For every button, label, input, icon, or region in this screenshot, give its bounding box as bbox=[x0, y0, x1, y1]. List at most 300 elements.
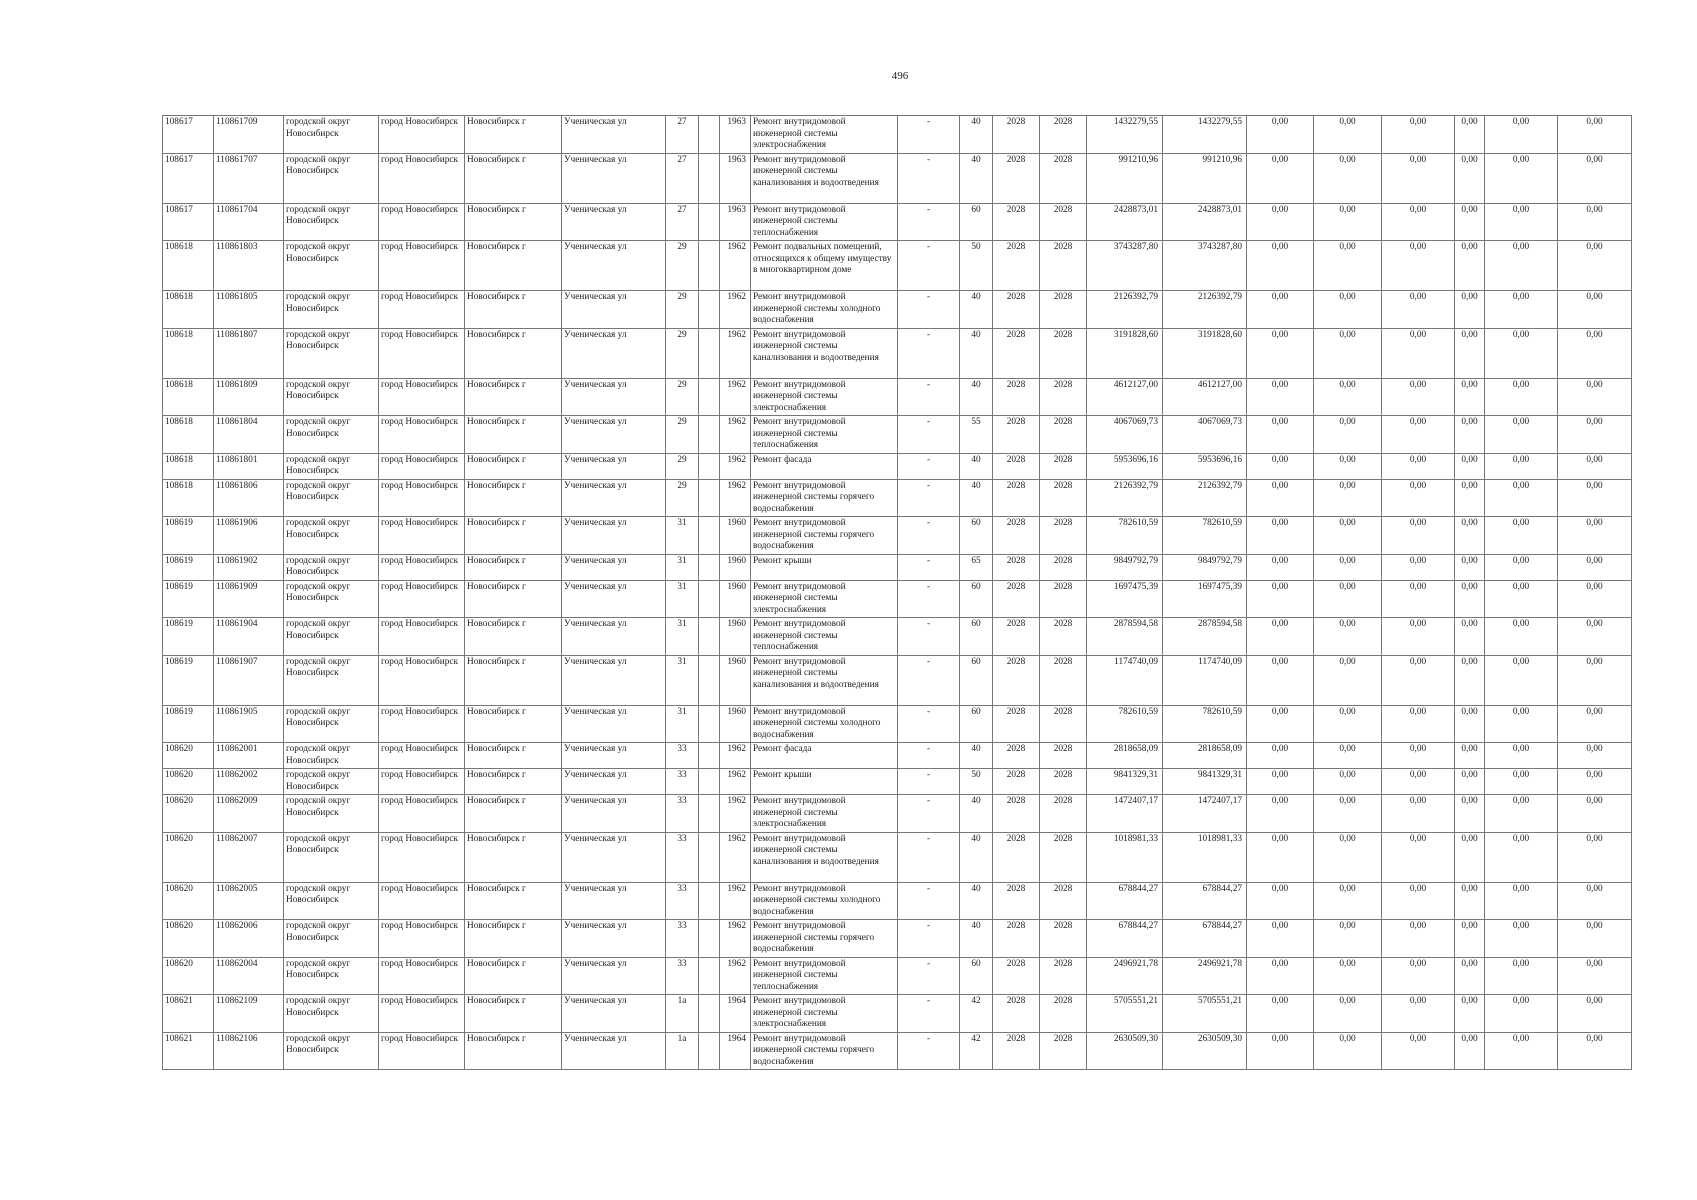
total-cost-cell: 1018981,33 bbox=[1087, 832, 1163, 882]
total-cost-cell: 4612127,00 bbox=[1087, 378, 1163, 416]
service-life-cell: 50 bbox=[960, 769, 993, 795]
fund-cost-cell: 3743287,80 bbox=[1163, 241, 1247, 291]
cost-col-6-cell: 0,00 bbox=[1558, 153, 1632, 203]
cost-col-4-cell: 0,00 bbox=[1455, 416, 1485, 454]
settlement-cell: Новосибирск г bbox=[465, 743, 562, 769]
settlement-cell: Новосибирск г bbox=[465, 655, 562, 705]
municipal-district-cell: городской округ Новосибирск bbox=[284, 957, 379, 995]
street-cell: Ученическая ул bbox=[562, 769, 666, 795]
total-cost-cell: 3743287,80 bbox=[1087, 241, 1163, 291]
service-life-cell: 40 bbox=[960, 328, 993, 378]
fund-cost-cell: 9841329,31 bbox=[1163, 769, 1247, 795]
cost-col-4-cell: 0,00 bbox=[1455, 705, 1485, 743]
dash-mark-cell: - bbox=[898, 957, 960, 995]
total-cost-cell: 2818658,09 bbox=[1087, 743, 1163, 769]
municipal-district-cell: городской округ Новосибирск bbox=[284, 203, 379, 241]
street-cell: Ученическая ул bbox=[562, 291, 666, 329]
object-code-cell: 110861707 bbox=[214, 153, 284, 203]
street-cell: Ученическая ул bbox=[562, 795, 666, 833]
plan-year-start-cell: 2028 bbox=[993, 795, 1040, 833]
work-type-cell: Ремонт внутридомовой инженерной системы канализования и водоотведения bbox=[751, 328, 898, 378]
cost-col-5-cell: 0,00 bbox=[1485, 743, 1558, 769]
object-code-cell: 110861907 bbox=[214, 655, 284, 705]
row-id-cell: 108619 bbox=[163, 618, 214, 656]
plan-year-end-cell: 2028 bbox=[1040, 655, 1087, 705]
fund-cost-cell: 2126392,79 bbox=[1163, 479, 1247, 517]
table-row bbox=[163, 453, 1632, 479]
cost-col-3-cell: 0,00 bbox=[1382, 920, 1455, 958]
build-year-cell: 1960 bbox=[720, 554, 751, 580]
work-type-cell: Ремонт внутридомовой инженерной системы холодного водоснабжения bbox=[751, 705, 898, 743]
cost-col-1-cell: 0,00 bbox=[1247, 453, 1314, 479]
cost-col-5-cell: 0,00 bbox=[1485, 795, 1558, 833]
cost-col-6-cell: 0,00 bbox=[1558, 655, 1632, 705]
settlement-cell: Новосибирск г bbox=[465, 203, 562, 241]
cost-col-4-cell: 0,00 bbox=[1455, 517, 1485, 555]
house-number-cell: 29 bbox=[666, 416, 699, 454]
cost-col-6-cell: 0,00 bbox=[1558, 743, 1632, 769]
row-id-cell: 108618 bbox=[163, 453, 214, 479]
settlement-cell: Новосибирск г bbox=[465, 795, 562, 833]
plan-year-start-cell: 2028 bbox=[993, 453, 1040, 479]
cost-col-2-cell: 0,00 bbox=[1314, 416, 1382, 454]
service-life-cell: 40 bbox=[960, 291, 993, 329]
house-number-cell: 33 bbox=[666, 920, 699, 958]
row-id-cell: 108618 bbox=[163, 416, 214, 454]
municipal-district-cell: городской округ Новосибирск bbox=[284, 479, 379, 517]
total-cost-cell: 5953696,16 bbox=[1087, 453, 1163, 479]
municipal-district-cell: городской округ Новосибирск bbox=[284, 1032, 379, 1070]
total-cost-cell: 9849792,79 bbox=[1087, 554, 1163, 580]
plan-year-end-cell: 2028 bbox=[1040, 1032, 1087, 1070]
building-letter-cell bbox=[699, 832, 720, 882]
city-type-cell: город Новосибирск bbox=[379, 995, 465, 1033]
building-letter-cell bbox=[699, 554, 720, 580]
municipal-district-cell: городской округ Новосибирск bbox=[284, 241, 379, 291]
row-id-cell: 108617 bbox=[163, 153, 214, 203]
service-life-cell: 60 bbox=[960, 655, 993, 705]
plan-year-start-cell: 2028 bbox=[993, 832, 1040, 882]
city-type-cell: город Новосибирск bbox=[379, 580, 465, 618]
settlement-cell: Новосибирск г bbox=[465, 705, 562, 743]
cost-col-6-cell: 0,00 bbox=[1558, 618, 1632, 656]
work-type-cell: Ремонт фасада bbox=[751, 453, 898, 479]
work-type-cell: Ремонт внутридомовой инженерной системы холодного водоснабжения bbox=[751, 882, 898, 920]
row-id-cell: 108619 bbox=[163, 580, 214, 618]
object-code-cell: 110862002 bbox=[214, 769, 284, 795]
plan-year-end-cell: 2028 bbox=[1040, 291, 1087, 329]
plan-year-end-cell: 2028 bbox=[1040, 769, 1087, 795]
cost-col-4-cell: 0,00 bbox=[1455, 882, 1485, 920]
plan-year-start-cell: 2028 bbox=[993, 291, 1040, 329]
table-row bbox=[163, 705, 1632, 743]
cost-col-4-cell: 0,00 bbox=[1455, 769, 1485, 795]
plan-year-start-cell: 2028 bbox=[993, 116, 1040, 154]
city-type-cell: город Новосибирск bbox=[379, 479, 465, 517]
table-row bbox=[163, 1032, 1632, 1070]
service-life-cell: 40 bbox=[960, 743, 993, 769]
municipal-district-cell: городской округ Новосибирск bbox=[284, 453, 379, 479]
house-number-cell: 31 bbox=[666, 655, 699, 705]
cost-col-1-cell: 0,00 bbox=[1247, 116, 1314, 154]
dash-mark-cell: - bbox=[898, 554, 960, 580]
service-life-cell: 65 bbox=[960, 554, 993, 580]
settlement-cell: Новосибирск г bbox=[465, 328, 562, 378]
city-type-cell: город Новосибирск bbox=[379, 655, 465, 705]
city-type-cell: город Новосибирск bbox=[379, 882, 465, 920]
dash-mark-cell: - bbox=[898, 153, 960, 203]
city-type-cell: город Новосибирск bbox=[379, 116, 465, 154]
service-life-cell: 40 bbox=[960, 882, 993, 920]
row-id-cell: 108618 bbox=[163, 241, 214, 291]
dash-mark-cell: - bbox=[898, 416, 960, 454]
fund-cost-cell: 2496921,78 bbox=[1163, 957, 1247, 995]
municipal-district-cell: городской округ Новосибирск bbox=[284, 795, 379, 833]
municipal-district-cell: городской округ Новосибирск bbox=[284, 328, 379, 378]
street-cell: Ученическая ул bbox=[562, 416, 666, 454]
municipal-district-cell: городской округ Новосибирск bbox=[284, 832, 379, 882]
cost-col-3-cell: 0,00 bbox=[1382, 995, 1455, 1033]
plan-year-start-cell: 2028 bbox=[993, 479, 1040, 517]
page-number: 496 bbox=[891, 70, 909, 82]
cost-col-5-cell: 0,00 bbox=[1485, 882, 1558, 920]
building-letter-cell bbox=[699, 580, 720, 618]
table-row bbox=[163, 554, 1632, 580]
cost-col-1-cell: 0,00 bbox=[1247, 479, 1314, 517]
building-letter-cell bbox=[699, 203, 720, 241]
build-year-cell: 1962 bbox=[720, 378, 751, 416]
building-letter-cell bbox=[699, 453, 720, 479]
street-cell: Ученическая ул bbox=[562, 517, 666, 555]
cost-col-5-cell: 0,00 bbox=[1485, 995, 1558, 1033]
table-row bbox=[163, 882, 1632, 920]
street-cell: Ученическая ул bbox=[562, 116, 666, 154]
table-row bbox=[163, 116, 1632, 154]
total-cost-cell: 3191828,60 bbox=[1087, 328, 1163, 378]
settlement-cell: Новосибирск г bbox=[465, 517, 562, 555]
object-code-cell: 110862005 bbox=[214, 882, 284, 920]
cost-col-4-cell: 0,00 bbox=[1455, 291, 1485, 329]
cost-col-6-cell: 0,00 bbox=[1558, 378, 1632, 416]
street-cell: Ученическая ул bbox=[562, 554, 666, 580]
work-type-cell: Ремонт внутридомовой инженерной системы канализования и водоотведения bbox=[751, 153, 898, 203]
cost-col-6-cell: 0,00 bbox=[1558, 517, 1632, 555]
building-letter-cell bbox=[699, 291, 720, 329]
cost-col-3-cell: 0,00 bbox=[1382, 328, 1455, 378]
plan-year-start-cell: 2028 bbox=[993, 517, 1040, 555]
object-code-cell: 110861804 bbox=[214, 416, 284, 454]
work-type-cell: Ремонт фасада bbox=[751, 743, 898, 769]
table-row bbox=[163, 416, 1632, 454]
house-number-cell: 1а bbox=[666, 995, 699, 1033]
cost-col-5-cell: 0,00 bbox=[1485, 832, 1558, 882]
cost-col-5-cell: 0,00 bbox=[1485, 1032, 1558, 1070]
cost-col-1-cell: 0,00 bbox=[1247, 705, 1314, 743]
cost-col-6-cell: 0,00 bbox=[1558, 116, 1632, 154]
work-type-cell: Ремонт внутридомовой инженерной системы теплоснабжения bbox=[751, 203, 898, 241]
row-id-cell: 108619 bbox=[163, 655, 214, 705]
row-id-cell: 108618 bbox=[163, 328, 214, 378]
cost-col-4-cell: 0,00 bbox=[1455, 743, 1485, 769]
cost-col-2-cell: 0,00 bbox=[1314, 1032, 1382, 1070]
cost-col-6-cell: 0,00 bbox=[1558, 995, 1632, 1033]
street-cell: Ученическая ул bbox=[562, 995, 666, 1033]
house-number-cell: 31 bbox=[666, 517, 699, 555]
service-life-cell: 50 bbox=[960, 241, 993, 291]
city-type-cell: город Новосибирск bbox=[379, 241, 465, 291]
settlement-cell: Новосибирск г bbox=[465, 241, 562, 291]
plan-year-start-cell: 2028 bbox=[993, 241, 1040, 291]
building-letter-cell bbox=[699, 655, 720, 705]
cost-col-3-cell: 0,00 bbox=[1382, 517, 1455, 555]
house-number-cell: 29 bbox=[666, 378, 699, 416]
build-year-cell: 1960 bbox=[720, 517, 751, 555]
total-cost-cell: 9841329,31 bbox=[1087, 769, 1163, 795]
work-type-cell: Ремонт внутридомовой инженерной системы канализования и водоотведения bbox=[751, 832, 898, 882]
fund-cost-cell: 2126392,79 bbox=[1163, 291, 1247, 329]
building-letter-cell bbox=[699, 705, 720, 743]
fund-cost-cell: 2630509,30 bbox=[1163, 1032, 1247, 1070]
plan-year-end-cell: 2028 bbox=[1040, 328, 1087, 378]
cost-col-1-cell: 0,00 bbox=[1247, 291, 1314, 329]
table-row bbox=[163, 291, 1632, 329]
building-letter-cell bbox=[699, 995, 720, 1033]
object-code-cell: 110861805 bbox=[214, 291, 284, 329]
settlement-cell: Новосибирск г bbox=[465, 769, 562, 795]
object-code-cell: 110861809 bbox=[214, 378, 284, 416]
cost-col-3-cell: 0,00 bbox=[1382, 116, 1455, 154]
fund-cost-cell: 5705551,21 bbox=[1163, 995, 1247, 1033]
work-type-cell: Ремонт внутридомовой инженерной системы горячего водоснабжения bbox=[751, 1032, 898, 1070]
service-life-cell: 60 bbox=[960, 705, 993, 743]
work-type-cell: Ремонт внутридомовой инженерной системы холодного водоснабжения bbox=[751, 291, 898, 329]
cost-col-6-cell: 0,00 bbox=[1558, 453, 1632, 479]
street-cell: Ученическая ул bbox=[562, 882, 666, 920]
plan-year-start-cell: 2028 bbox=[993, 655, 1040, 705]
fund-cost-cell: 1174740,09 bbox=[1163, 655, 1247, 705]
house-number-cell: 29 bbox=[666, 479, 699, 517]
row-id-cell: 108620 bbox=[163, 795, 214, 833]
object-code-cell: 110862004 bbox=[214, 957, 284, 995]
row-id-cell: 108621 bbox=[163, 1032, 214, 1070]
service-life-cell: 60 bbox=[960, 618, 993, 656]
settlement-cell: Новосибирск г bbox=[465, 416, 562, 454]
house-number-cell: 33 bbox=[666, 795, 699, 833]
cost-col-5-cell: 0,00 bbox=[1485, 241, 1558, 291]
object-code-cell: 110861909 bbox=[214, 580, 284, 618]
object-code-cell: 110862009 bbox=[214, 795, 284, 833]
cost-col-1-cell: 0,00 bbox=[1247, 795, 1314, 833]
build-year-cell: 1963 bbox=[720, 153, 751, 203]
cost-col-4-cell: 0,00 bbox=[1455, 995, 1485, 1033]
service-life-cell: 42 bbox=[960, 1032, 993, 1070]
cost-col-1-cell: 0,00 bbox=[1247, 517, 1314, 555]
fund-cost-cell: 678844,27 bbox=[1163, 882, 1247, 920]
table-row bbox=[163, 995, 1632, 1033]
object-code-cell: 110861905 bbox=[214, 705, 284, 743]
service-life-cell: 55 bbox=[960, 416, 993, 454]
municipal-district-cell: городской округ Новосибирск bbox=[284, 743, 379, 769]
cost-col-6-cell: 0,00 bbox=[1558, 957, 1632, 995]
cost-col-2-cell: 0,00 bbox=[1314, 554, 1382, 580]
table-row bbox=[163, 153, 1632, 203]
build-year-cell: 1960 bbox=[720, 618, 751, 656]
city-type-cell: город Новосибирск bbox=[379, 416, 465, 454]
build-year-cell: 1962 bbox=[720, 743, 751, 769]
street-cell: Ученическая ул bbox=[562, 203, 666, 241]
street-cell: Ученическая ул bbox=[562, 479, 666, 517]
fund-cost-cell: 5953696,16 bbox=[1163, 453, 1247, 479]
plan-year-end-cell: 2028 bbox=[1040, 554, 1087, 580]
cost-col-5-cell: 0,00 bbox=[1485, 116, 1558, 154]
city-type-cell: город Новосибирск bbox=[379, 378, 465, 416]
cost-col-2-cell: 0,00 bbox=[1314, 743, 1382, 769]
row-id-cell: 108619 bbox=[163, 705, 214, 743]
dash-mark-cell: - bbox=[898, 795, 960, 833]
house-number-cell: 33 bbox=[666, 957, 699, 995]
cost-col-2-cell: 0,00 bbox=[1314, 153, 1382, 203]
settlement-cell: Новосибирск г bbox=[465, 116, 562, 154]
plan-year-end-cell: 2028 bbox=[1040, 580, 1087, 618]
build-year-cell: 1960 bbox=[720, 705, 751, 743]
plan-year-end-cell: 2028 bbox=[1040, 882, 1087, 920]
city-type-cell: город Новосибирск bbox=[379, 328, 465, 378]
row-id-cell: 108620 bbox=[163, 769, 214, 795]
settlement-cell: Новосибирск г bbox=[465, 453, 562, 479]
street-cell: Ученическая ул bbox=[562, 1032, 666, 1070]
dash-mark-cell: - bbox=[898, 241, 960, 291]
plan-year-start-cell: 2028 bbox=[993, 769, 1040, 795]
build-year-cell: 1962 bbox=[720, 957, 751, 995]
cost-col-3-cell: 0,00 bbox=[1382, 241, 1455, 291]
cost-col-1-cell: 0,00 bbox=[1247, 241, 1314, 291]
object-code-cell: 110861709 bbox=[214, 116, 284, 154]
service-life-cell: 40 bbox=[960, 378, 993, 416]
build-year-cell: 1964 bbox=[720, 1032, 751, 1070]
fund-cost-cell: 2818658,09 bbox=[1163, 743, 1247, 769]
city-type-cell: город Новосибирск bbox=[379, 554, 465, 580]
row-id-cell: 108618 bbox=[163, 291, 214, 329]
work-type-cell: Ремонт внутридомовой инженерной системы горячего водоснабжения bbox=[751, 920, 898, 958]
cost-col-4-cell: 0,00 bbox=[1455, 618, 1485, 656]
street-cell: Ученическая ул bbox=[562, 655, 666, 705]
cost-col-4-cell: 0,00 bbox=[1455, 580, 1485, 618]
build-year-cell: 1962 bbox=[720, 479, 751, 517]
cost-col-2-cell: 0,00 bbox=[1314, 618, 1382, 656]
cost-col-3-cell: 0,00 bbox=[1382, 291, 1455, 329]
dash-mark-cell: - bbox=[898, 291, 960, 329]
settlement-cell: Новосибирск г bbox=[465, 479, 562, 517]
cost-col-6-cell: 0,00 bbox=[1558, 580, 1632, 618]
house-number-cell: 29 bbox=[666, 453, 699, 479]
table-row bbox=[163, 618, 1632, 656]
municipal-district-cell: городской округ Новосибирск bbox=[284, 995, 379, 1033]
cost-col-1-cell: 0,00 bbox=[1247, 554, 1314, 580]
cost-col-3-cell: 0,00 bbox=[1382, 153, 1455, 203]
cost-col-1-cell: 0,00 bbox=[1247, 655, 1314, 705]
cost-col-5-cell: 0,00 bbox=[1485, 453, 1558, 479]
cost-col-4-cell: 0,00 bbox=[1455, 116, 1485, 154]
settlement-cell: Новосибирск г bbox=[465, 1032, 562, 1070]
work-type-cell: Ремонт внутридомовой инженерной системы канализования и водоотведения bbox=[751, 655, 898, 705]
object-code-cell: 110861806 bbox=[214, 479, 284, 517]
cost-col-1-cell: 0,00 bbox=[1247, 882, 1314, 920]
house-number-cell: 27 bbox=[666, 116, 699, 154]
cost-col-6-cell: 0,00 bbox=[1558, 241, 1632, 291]
cost-col-5-cell: 0,00 bbox=[1485, 517, 1558, 555]
row-id-cell: 108620 bbox=[163, 957, 214, 995]
fund-cost-cell: 991210,96 bbox=[1163, 153, 1247, 203]
total-cost-cell: 1174740,09 bbox=[1087, 655, 1163, 705]
cost-col-5-cell: 0,00 bbox=[1485, 416, 1558, 454]
plan-year-start-cell: 2028 bbox=[993, 882, 1040, 920]
plan-year-end-cell: 2028 bbox=[1040, 920, 1087, 958]
plan-year-end-cell: 2028 bbox=[1040, 416, 1087, 454]
total-cost-cell: 1432279,55 bbox=[1087, 116, 1163, 154]
settlement-cell: Новосибирск г bbox=[465, 832, 562, 882]
cost-col-3-cell: 0,00 bbox=[1382, 580, 1455, 618]
build-year-cell: 1964 bbox=[720, 995, 751, 1033]
house-number-cell: 29 bbox=[666, 291, 699, 329]
dash-mark-cell: - bbox=[898, 655, 960, 705]
cost-col-4-cell: 0,00 bbox=[1455, 328, 1485, 378]
city-type-cell: город Новосибирск bbox=[379, 769, 465, 795]
cost-col-1-cell: 0,00 bbox=[1247, 378, 1314, 416]
dash-mark-cell: - bbox=[898, 995, 960, 1033]
total-cost-cell: 678844,27 bbox=[1087, 882, 1163, 920]
table-row bbox=[163, 769, 1632, 795]
settlement-cell: Новосибирск г bbox=[465, 882, 562, 920]
cost-col-5-cell: 0,00 bbox=[1485, 920, 1558, 958]
plan-year-end-cell: 2028 bbox=[1040, 241, 1087, 291]
object-code-cell: 110861902 bbox=[214, 554, 284, 580]
cost-col-2-cell: 0,00 bbox=[1314, 241, 1382, 291]
total-cost-cell: 2878594,58 bbox=[1087, 618, 1163, 656]
street-cell: Ученическая ул bbox=[562, 153, 666, 203]
table-row bbox=[163, 655, 1632, 705]
build-year-cell: 1962 bbox=[720, 832, 751, 882]
plan-year-end-cell: 2028 bbox=[1040, 453, 1087, 479]
plan-year-start-cell: 2028 bbox=[993, 618, 1040, 656]
build-year-cell: 1963 bbox=[720, 116, 751, 154]
cost-col-2-cell: 0,00 bbox=[1314, 378, 1382, 416]
cost-col-6-cell: 0,00 bbox=[1558, 1032, 1632, 1070]
cost-col-5-cell: 0,00 bbox=[1485, 618, 1558, 656]
house-number-cell: 33 bbox=[666, 743, 699, 769]
settlement-cell: Новосибирск г bbox=[465, 153, 562, 203]
cost-col-1-cell: 0,00 bbox=[1247, 995, 1314, 1033]
settlement-cell: Новосибирск г bbox=[465, 957, 562, 995]
total-cost-cell: 678844,27 bbox=[1087, 920, 1163, 958]
build-year-cell: 1962 bbox=[720, 795, 751, 833]
plan-year-end-cell: 2028 bbox=[1040, 153, 1087, 203]
cost-col-2-cell: 0,00 bbox=[1314, 291, 1382, 329]
street-cell: Ученическая ул bbox=[562, 453, 666, 479]
fund-cost-cell: 2878594,58 bbox=[1163, 618, 1247, 656]
table-row bbox=[163, 378, 1632, 416]
house-number-cell: 31 bbox=[666, 618, 699, 656]
service-life-cell: 40 bbox=[960, 479, 993, 517]
cost-col-4-cell: 0,00 bbox=[1455, 479, 1485, 517]
cost-col-1-cell: 0,00 bbox=[1247, 1032, 1314, 1070]
cost-col-1-cell: 0,00 bbox=[1247, 769, 1314, 795]
total-cost-cell: 2126392,79 bbox=[1087, 291, 1163, 329]
street-cell: Ученическая ул bbox=[562, 580, 666, 618]
dash-mark-cell: - bbox=[898, 743, 960, 769]
cost-col-6-cell: 0,00 bbox=[1558, 832, 1632, 882]
municipal-district-cell: городской округ Новосибирск bbox=[284, 517, 379, 555]
fund-cost-cell: 9849792,79 bbox=[1163, 554, 1247, 580]
